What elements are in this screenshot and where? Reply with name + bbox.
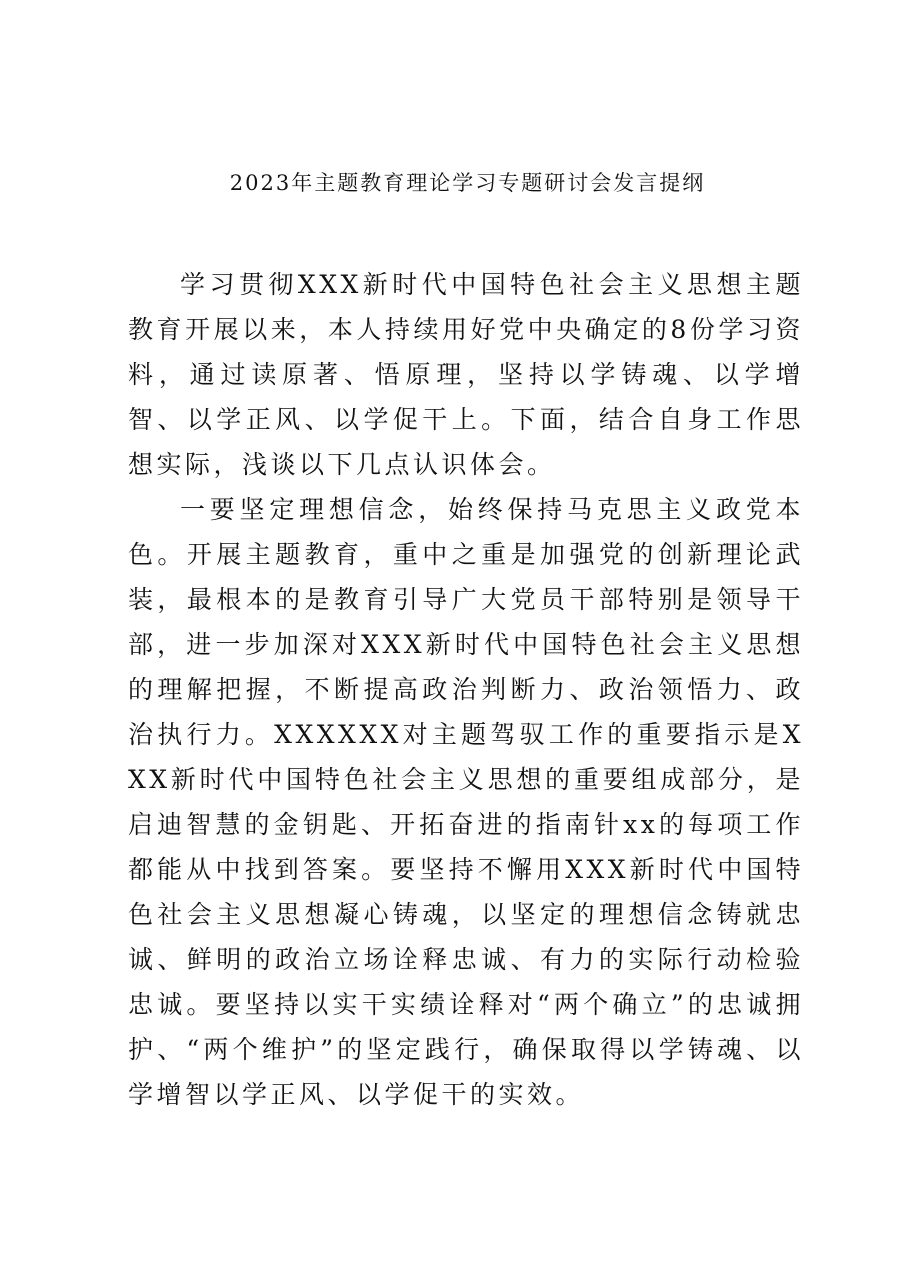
paragraph-first-point: 一要坚定理想信念，始终保持马克思主义政党本色。开展主题教育，重中之重是加强党的创新理论武装，最根本的是教育引导广大党员干部特别是领导干部，进一步加深对XXX新时代中国特色社会主义思想的理解把握，不断提高政治判断力、政治领悟力、政治执行力。XXXXXX对主题驾驭工作的重要指示是XXX新时代中国特色社会主义思想的重要组成部分，是启迪智慧的金钥匙、开拓奋进的指南针xx的每项工作都能从中找到答案。要坚持不懈用XXX新时代中国特色社会主义思想凝心铸魂，以坚定的理想信念铸就忠诚、鲜明的政治立场诠释忠诚、有力的实际行动检验忠诚。要坚持以实干实绩诠释对“两个确立”的忠诚拥护、“两个维护”的坚定践行，确保取得以学铸魂、以学增智以学正风、以学促干的实效。 bbox=[128, 495, 804, 1109]
document-body bbox=[128, 262, 804, 1117]
document-title-row bbox=[0, 168, 909, 198]
document-title: 2023年主题教育理论学习专题研讨会发言提纲 bbox=[229, 171, 706, 195]
paragraph-intro: 学习贯彻XXX新时代中国特色社会主义思想主题教育开展以来，本人持续用好党中央确定的8份学习资料，通过读原著、悟原理，坚持以学铸魂、以学增智、以学正风、以学促干上。下面，结合自身工作思想实际，浅谈以下几点认识体会。 bbox=[128, 270, 804, 479]
